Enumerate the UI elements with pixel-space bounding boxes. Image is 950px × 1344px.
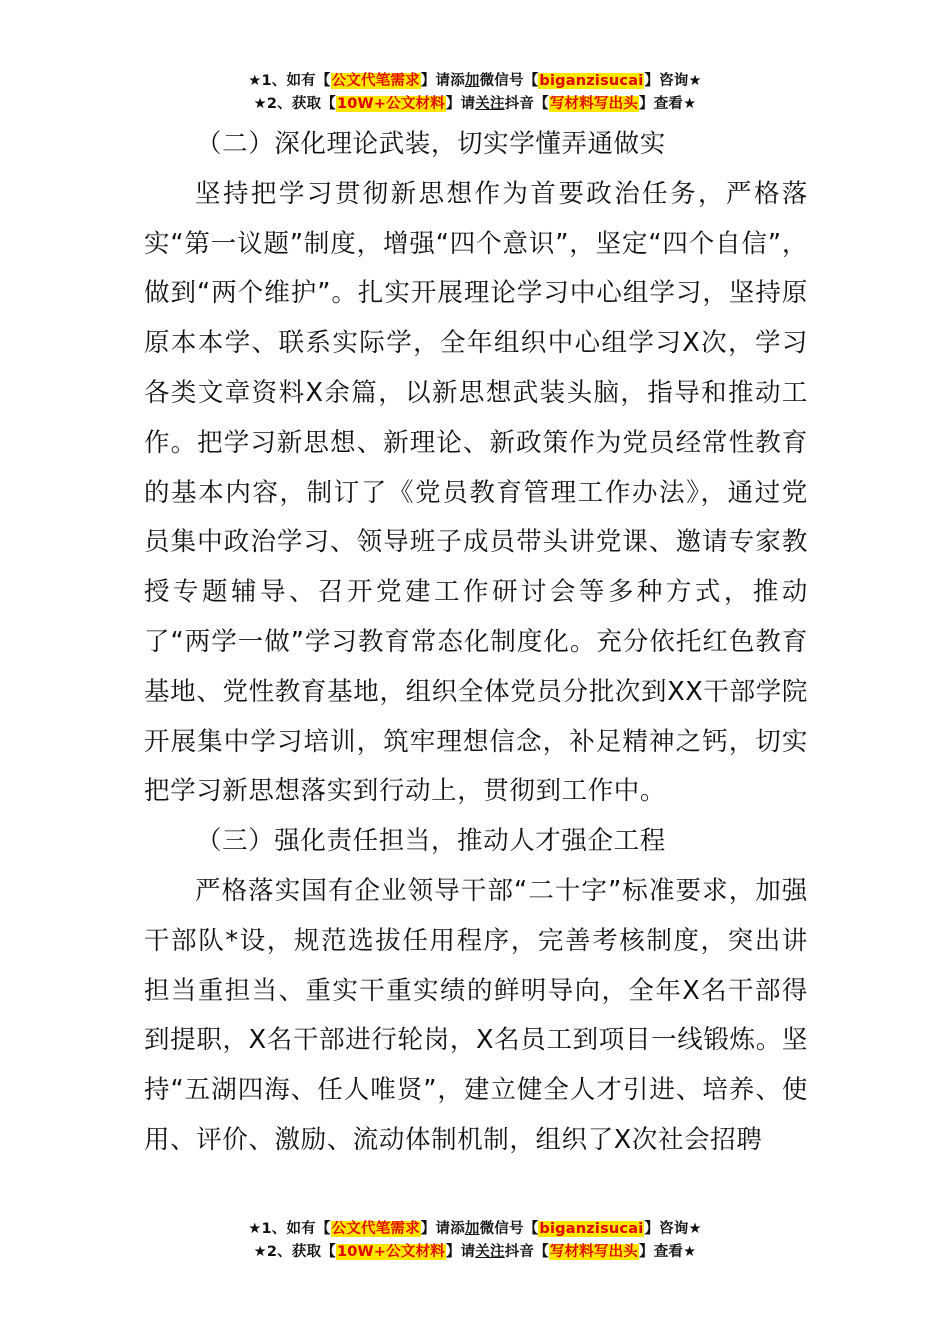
promo-text: 】请: [445, 1244, 476, 1260]
promo-text: ★1、如有【: [248, 73, 331, 89]
promo-text: 微信号【: [479, 1221, 539, 1237]
promo-text: ★2、获取【: [253, 1244, 336, 1260]
promo-highlight: 写材料写出头: [549, 1244, 639, 1260]
promo-text: ★1、如有【: [248, 1221, 331, 1237]
promo-text: 】请添: [420, 73, 465, 89]
promo-underlined: 加: [464, 73, 480, 89]
document-body: [144, 120, 808, 1166]
promo-line-1: [0, 1218, 950, 1241]
promo-highlight: 写材料写出头: [549, 96, 639, 112]
section-heading-2: （二）深化理论武装，切实学懂弄通做实: [196, 129, 666, 159]
promo-line-1: [0, 70, 950, 93]
promo-line-2: [0, 93, 950, 116]
promo-text: 】咨询★: [644, 73, 702, 89]
promo-text: 微信号【: [479, 73, 539, 89]
promo-highlight: biganzisucai: [539, 73, 644, 89]
promo-banner-top: [0, 70, 950, 116]
promo-text: 抖音【: [504, 96, 549, 112]
section-heading-3: （三）强化责任担当，推动人才强企工程: [196, 826, 666, 857]
promo-text: ★2、获取【: [253, 96, 336, 112]
promo-underlined: 加: [464, 1221, 480, 1237]
body-paragraph: 坚持把学习贯彻新思想作为首要政治任务，严格落实“第一议题”制度，增强“四个意识”，坚定“四个自信”，做到“两个维护”。扎实开展理论学习中心组学习，坚持原原本本学、联系实际学，全年组织中心组学习X次，学习各类文章资料X余篇，以新思想武装头脑，指导和推动工作。把学习新思想、新理论、新政策作为党员经常性教育的基本内容，制订了《党员教育管理工作办法》，通过党员集中政治学习、领导班子成员带头讲党课、邀请专家教授专题辅导、召开党建工作研讨会等多种方式，推动了“两学一做”学习教育常态化制度化。充分依托红色教育基地、党性教育基地，组织全体党员分批次到XX干部学院开展集中学习培训，筑牢理想信念，补足精神之钙，切实把学习新思想落实到行动上，贯彻到工作中。: [144, 178, 808, 807]
promo-highlight: biganzisucai: [539, 1221, 644, 1237]
promo-text: 】请: [445, 96, 476, 112]
promo-text: 】查看★: [639, 96, 697, 112]
promo-underlined: 关注: [475, 96, 505, 112]
promo-text: 】咨询★: [644, 1221, 702, 1237]
promo-highlight: 公文代笔需求: [331, 1221, 420, 1237]
promo-highlight: 公文代笔需求: [331, 73, 420, 89]
promo-banner-bottom: [0, 1218, 950, 1264]
promo-underlined: 关注: [475, 1244, 505, 1260]
body-paragraph: 严格落实国有企业领导干部“二十字”标准要求，加强干部队*设，规范选拔任用程序，完善考核制度，突出讲担当重担当、重实干重实绩的鲜明导向，全年X名干部得到提职，X名干部进行轮岗，X名员工到项目一线锻炼。坚持“五湖四海、任人唯贤”，建立健全人才引进、培养、使用、评价、激励、流动体制机制，组织了X次社会招聘: [144, 875, 808, 1155]
promo-highlight: 10W+公文材料: [336, 96, 445, 112]
promo-text: 】查看★: [639, 1244, 697, 1260]
promo-line-2: [0, 1241, 950, 1264]
promo-text: 】请添: [420, 1221, 465, 1237]
promo-highlight: 10W+公文材料: [336, 1244, 445, 1260]
promo-text: 抖音【: [504, 1244, 549, 1260]
